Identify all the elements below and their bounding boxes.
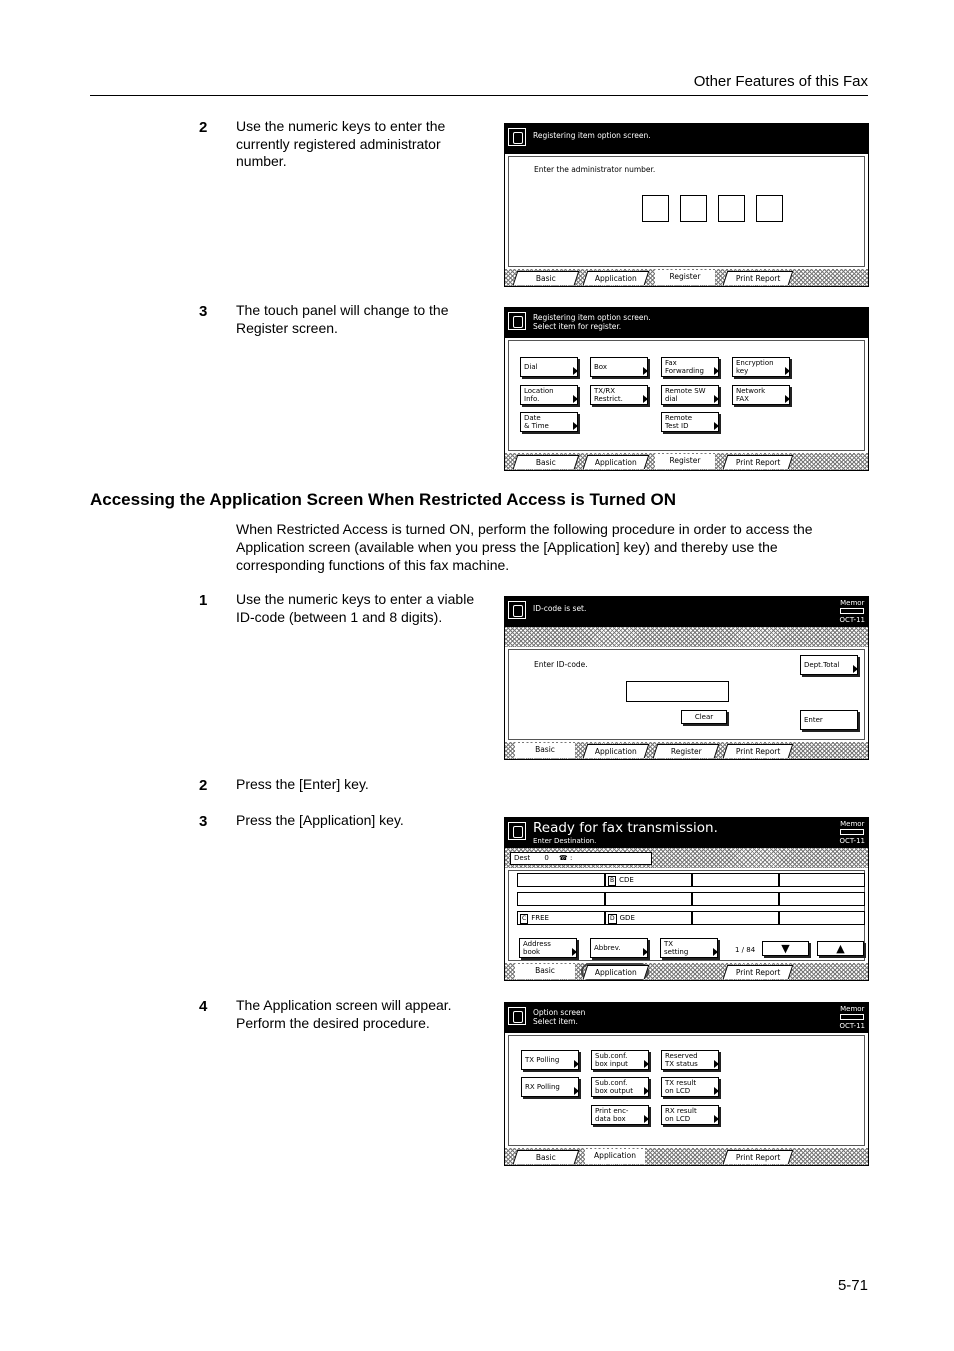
encryption-key-button[interactable]: Encryption key — [732, 357, 790, 377]
header-rule — [90, 95, 868, 96]
panel-body — [508, 1035, 865, 1146]
date-time-button[interactable]: Date & Time — [520, 412, 578, 432]
panel-title-bar — [505, 1003, 868, 1033]
panel-body — [508, 340, 865, 451]
phone-icon: ☎ : — [559, 854, 573, 862]
one-touch-key[interactable] — [779, 873, 865, 887]
dest-field[interactable]: Dest 0 ☎ : — [510, 852, 652, 865]
step-number: 3 — [199, 303, 208, 320]
fax-icon — [508, 601, 526, 619]
tx-rx-restrict-button[interactable]: TX/RX Restrict. — [590, 385, 648, 405]
one-touch-key[interactable] — [692, 873, 779, 887]
clear-button[interactable]: Clear — [681, 710, 727, 724]
panel-title-bar — [505, 124, 868, 154]
option-panel — [504, 1002, 869, 1166]
tab-basic[interactable]: Basic — [515, 743, 575, 758]
tab-basic[interactable]: Basic — [515, 964, 575, 979]
one-touch-key[interactable] — [692, 892, 779, 906]
tab-bar — [505, 269, 868, 286]
tab-application[interactable]: Application — [583, 965, 650, 979]
tab-print-report[interactable]: Print Report — [723, 455, 794, 469]
step-text: The touch panel will change to the Register screen. — [236, 302, 449, 336]
address-book-button[interactable]: Address book — [519, 938, 577, 958]
one-touch-key[interactable] — [517, 873, 605, 887]
page-number: 5-71 — [837, 1277, 868, 1294]
tab-application[interactable]: Application — [583, 744, 650, 758]
step-text: Use the numeric keys to enter a viable ID-code (between 1 and 8 digits). — [236, 591, 475, 625]
tab-print-report[interactable]: Print Report — [723, 271, 794, 285]
one-touch-key[interactable] — [517, 892, 605, 906]
tab-application[interactable]: Application — [583, 455, 650, 469]
digit-box[interactable] — [680, 195, 707, 222]
fax-icon — [508, 1007, 526, 1025]
memory-indicator: Memor OCT-11 — [839, 1005, 865, 1030]
admin-number-panel — [504, 123, 869, 287]
running-header: Other Features of this Fax — [693, 73, 868, 90]
prompt: Enter the administrator number. — [534, 165, 656, 174]
step-number: 2 — [199, 777, 208, 794]
step-number: 3 — [199, 813, 208, 830]
section-intro: When Restricted Access is turned ON, perform the following procedure in order to access the Application screen (available when you press the [Application] key) and thereby use the corresponding functions of this fax machine. — [236, 521, 813, 573]
panel-title: Option screen Select item. — [533, 1008, 586, 1026]
tab-print-report[interactable]: Print Report — [723, 965, 794, 979]
one-touch-key[interactable] — [779, 911, 865, 925]
id-code-input[interactable] — [626, 681, 729, 702]
status-strip — [505, 627, 868, 647]
panel-title-bar — [505, 818, 868, 848]
page-indicator: 1 / 84 — [735, 946, 756, 954]
one-touch-key[interactable] — [779, 892, 865, 906]
panel-title: Ready for fax transmission. Enter Destination. — [533, 820, 718, 845]
one-touch-key[interactable]: B CDE — [605, 873, 692, 887]
print-enc-data-box-button[interactable]: Print enc- data box — [591, 1105, 649, 1125]
panel-body — [508, 870, 865, 961]
memory-indicator: Memor OCT-11 — [839, 820, 865, 845]
panel-title-bar — [505, 597, 868, 627]
panel-title: ID-code is set. — [533, 604, 587, 613]
network-fax-button[interactable]: Network FAX — [732, 385, 790, 405]
one-touch-key[interactable] — [692, 911, 779, 925]
panel-title: Registering item option screen. Select item for register. — [533, 313, 651, 331]
step-number: 4 — [199, 998, 208, 1015]
remote-sw-dial-button[interactable]: Remote SW dial — [661, 385, 719, 405]
id-code-panel — [504, 596, 869, 760]
tab-bar — [505, 963, 868, 980]
dest-strip — [505, 848, 868, 868]
step-text: Press the [Application] key. — [236, 812, 404, 828]
tab-application[interactable]: Application — [585, 1149, 645, 1164]
tab-application[interactable]: Application — [583, 271, 650, 285]
tab-basic[interactable]: Basic — [513, 271, 580, 285]
tx-result-lcd-button[interactable]: TX result on LCD — [661, 1077, 719, 1097]
tab-basic[interactable]: Basic — [513, 1150, 580, 1164]
panel-title: Registering item option screen. — [533, 131, 651, 140]
one-touch-key[interactable]: C FREE — [517, 911, 605, 925]
digit-box[interactable] — [642, 195, 669, 222]
rx-polling-button[interactable]: RX Polling — [521, 1077, 579, 1097]
scroll-up-button[interactable]: ▲ — [817, 941, 864, 956]
step-number: 2 — [199, 119, 208, 136]
digit-box[interactable] — [718, 195, 745, 222]
location-info-button[interactable]: Location Info. — [520, 385, 578, 405]
step-text: The Application screen will appear. Perform the desired procedure. — [236, 997, 452, 1031]
register-panel — [504, 307, 869, 471]
tx-setting-button[interactable]: TX setting — [660, 938, 718, 958]
fax-forwarding-button[interactable]: Fax Forwarding — [661, 357, 719, 377]
tab-register[interactable]: Register — [655, 454, 715, 469]
step-number: 1 — [199, 592, 208, 609]
basic-panel — [504, 817, 869, 981]
tab-register[interactable]: Register — [653, 744, 720, 758]
box-button[interactable]: Box — [590, 357, 648, 377]
panel-title-bar — [505, 308, 868, 338]
sub-conf-box-input-button[interactable]: Sub.conf. box input — [591, 1050, 649, 1070]
dept-total-button[interactable]: Dept.Total — [800, 655, 858, 675]
tab-print-report[interactable]: Print Report — [723, 744, 794, 758]
tx-polling-button[interactable]: TX Polling — [521, 1050, 579, 1070]
panel-body — [508, 156, 865, 267]
panel-body — [508, 649, 865, 740]
abbrev-button[interactable]: Abbrev. — [590, 938, 648, 958]
tab-bar — [505, 453, 868, 470]
fax-icon — [508, 822, 526, 840]
tab-bar — [505, 1148, 868, 1165]
digit-box[interactable] — [756, 195, 783, 222]
reserved-tx-status-button[interactable]: Reserved TX status — [661, 1050, 719, 1070]
one-touch-key[interactable] — [605, 892, 692, 906]
tab-bar — [505, 742, 868, 759]
tab-print-report[interactable]: Print Report — [723, 1150, 794, 1164]
step-text: Use the numeric keys to enter the currently registered administrator number. — [236, 118, 446, 169]
fax-icon — [508, 312, 526, 330]
enter-button[interactable]: Enter — [800, 710, 858, 730]
remote-test-id-button[interactable]: Remote Test ID — [661, 412, 719, 432]
rx-result-lcd-button[interactable]: RX result on LCD — [661, 1105, 719, 1125]
fax-icon — [508, 128, 526, 146]
section-title: Accessing the Application Screen When Restricted Access is Turned ON — [90, 490, 677, 509]
prompt: Enter ID-code. — [534, 660, 588, 669]
memory-indicator: Memor OCT-11 — [839, 599, 865, 624]
sub-conf-box-output-button[interactable]: Sub.conf. box output — [591, 1077, 649, 1097]
step-text: Press the [Enter] key. — [236, 776, 369, 792]
tab-register[interactable]: Register — [655, 270, 715, 285]
scroll-down-button[interactable]: ▼ — [762, 941, 809, 956]
tab-basic[interactable]: Basic — [513, 455, 580, 469]
dial-button[interactable]: Dial — [520, 357, 578, 377]
one-touch-key[interactable]: D GDE — [605, 911, 692, 925]
